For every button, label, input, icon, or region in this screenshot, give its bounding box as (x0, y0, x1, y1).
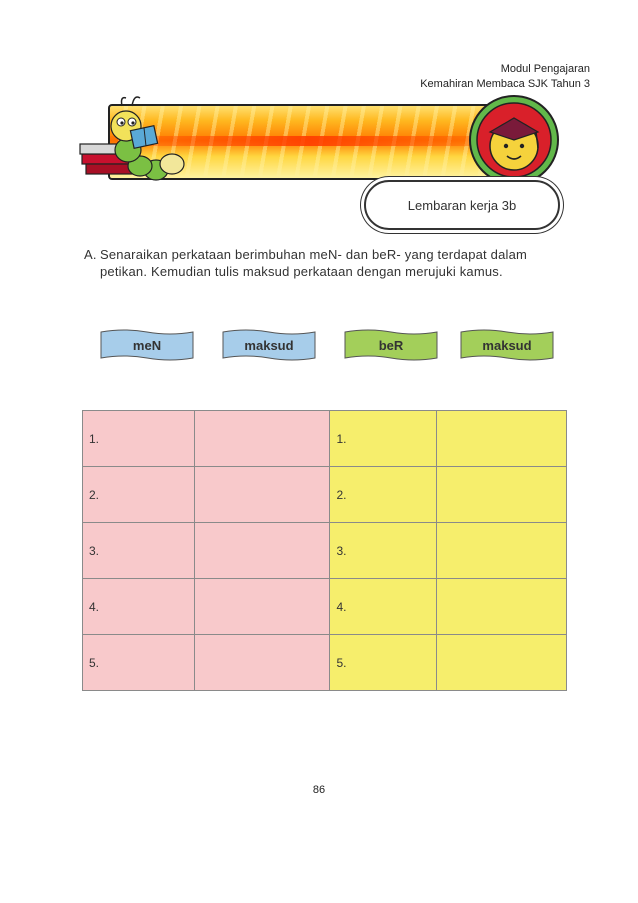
page-number: 86 (312, 784, 326, 796)
worksheet-label-text: Lembaran kerja 3b (407, 197, 517, 213)
men-word-cell[interactable]: 5. (83, 635, 195, 691)
answer-table (82, 410, 567, 691)
tab-ber (344, 328, 438, 362)
ber-meaning-cell[interactable] (437, 467, 567, 523)
ber-word-cell[interactable]: 4. (330, 579, 437, 635)
ber-word-cell[interactable]: 3. (330, 523, 437, 579)
table-row (83, 411, 567, 467)
worksheet-label (364, 180, 560, 230)
men-meaning-cell[interactable] (194, 579, 330, 635)
ber-word-cell[interactable]: 2. (330, 467, 437, 523)
men-meaning-cell[interactable] (194, 467, 330, 523)
ber-word-cell[interactable]: 5. (330, 635, 437, 691)
ber-meaning-cell[interactable] (437, 411, 567, 467)
men-meaning-cell[interactable] (194, 411, 330, 467)
caterpillar-mascot-icon (76, 92, 196, 188)
header-subtitle: Kemahiran Membaca SJK Tahun 3 (420, 78, 590, 90)
header-module-title: Modul Pengajaran (500, 63, 590, 75)
tab-men (100, 328, 194, 362)
tab-maksud-ber-label: maksud (482, 338, 532, 353)
page-header (420, 62, 590, 92)
ber-word-cell[interactable]: 1. (330, 411, 437, 467)
ber-meaning-cell[interactable] (437, 579, 567, 635)
tab-men-label: meN (132, 338, 162, 353)
ber-meaning-cell[interactable] (437, 635, 567, 691)
instruction-label: A. (84, 247, 97, 262)
men-meaning-cell[interactable] (194, 523, 330, 579)
instruction-text: Senaraikan perkataan berimbuhan meN- dan beR- yang terdapat dalam petikan. Kemudian tulis maksud perkataan dengan merujuki kamus. (100, 247, 528, 279)
tab-maksud-men (222, 328, 316, 362)
table-row (83, 467, 567, 523)
ber-meaning-cell[interactable] (437, 523, 567, 579)
table-row (83, 579, 567, 635)
tab-maksud-ber (460, 328, 554, 362)
tab-ber-label: beR (378, 338, 404, 353)
men-word-cell[interactable]: 2. (83, 467, 195, 523)
men-word-cell[interactable]: 4. (83, 579, 195, 635)
tab-maksud-men-label: maksud (244, 338, 294, 353)
men-word-cell[interactable]: 1. (83, 411, 195, 467)
instruction-block (84, 246, 554, 280)
table-row (83, 635, 567, 691)
table-row (83, 523, 567, 579)
student-face-icon (466, 92, 562, 188)
men-word-cell[interactable]: 3. (83, 523, 195, 579)
men-meaning-cell[interactable] (194, 635, 330, 691)
